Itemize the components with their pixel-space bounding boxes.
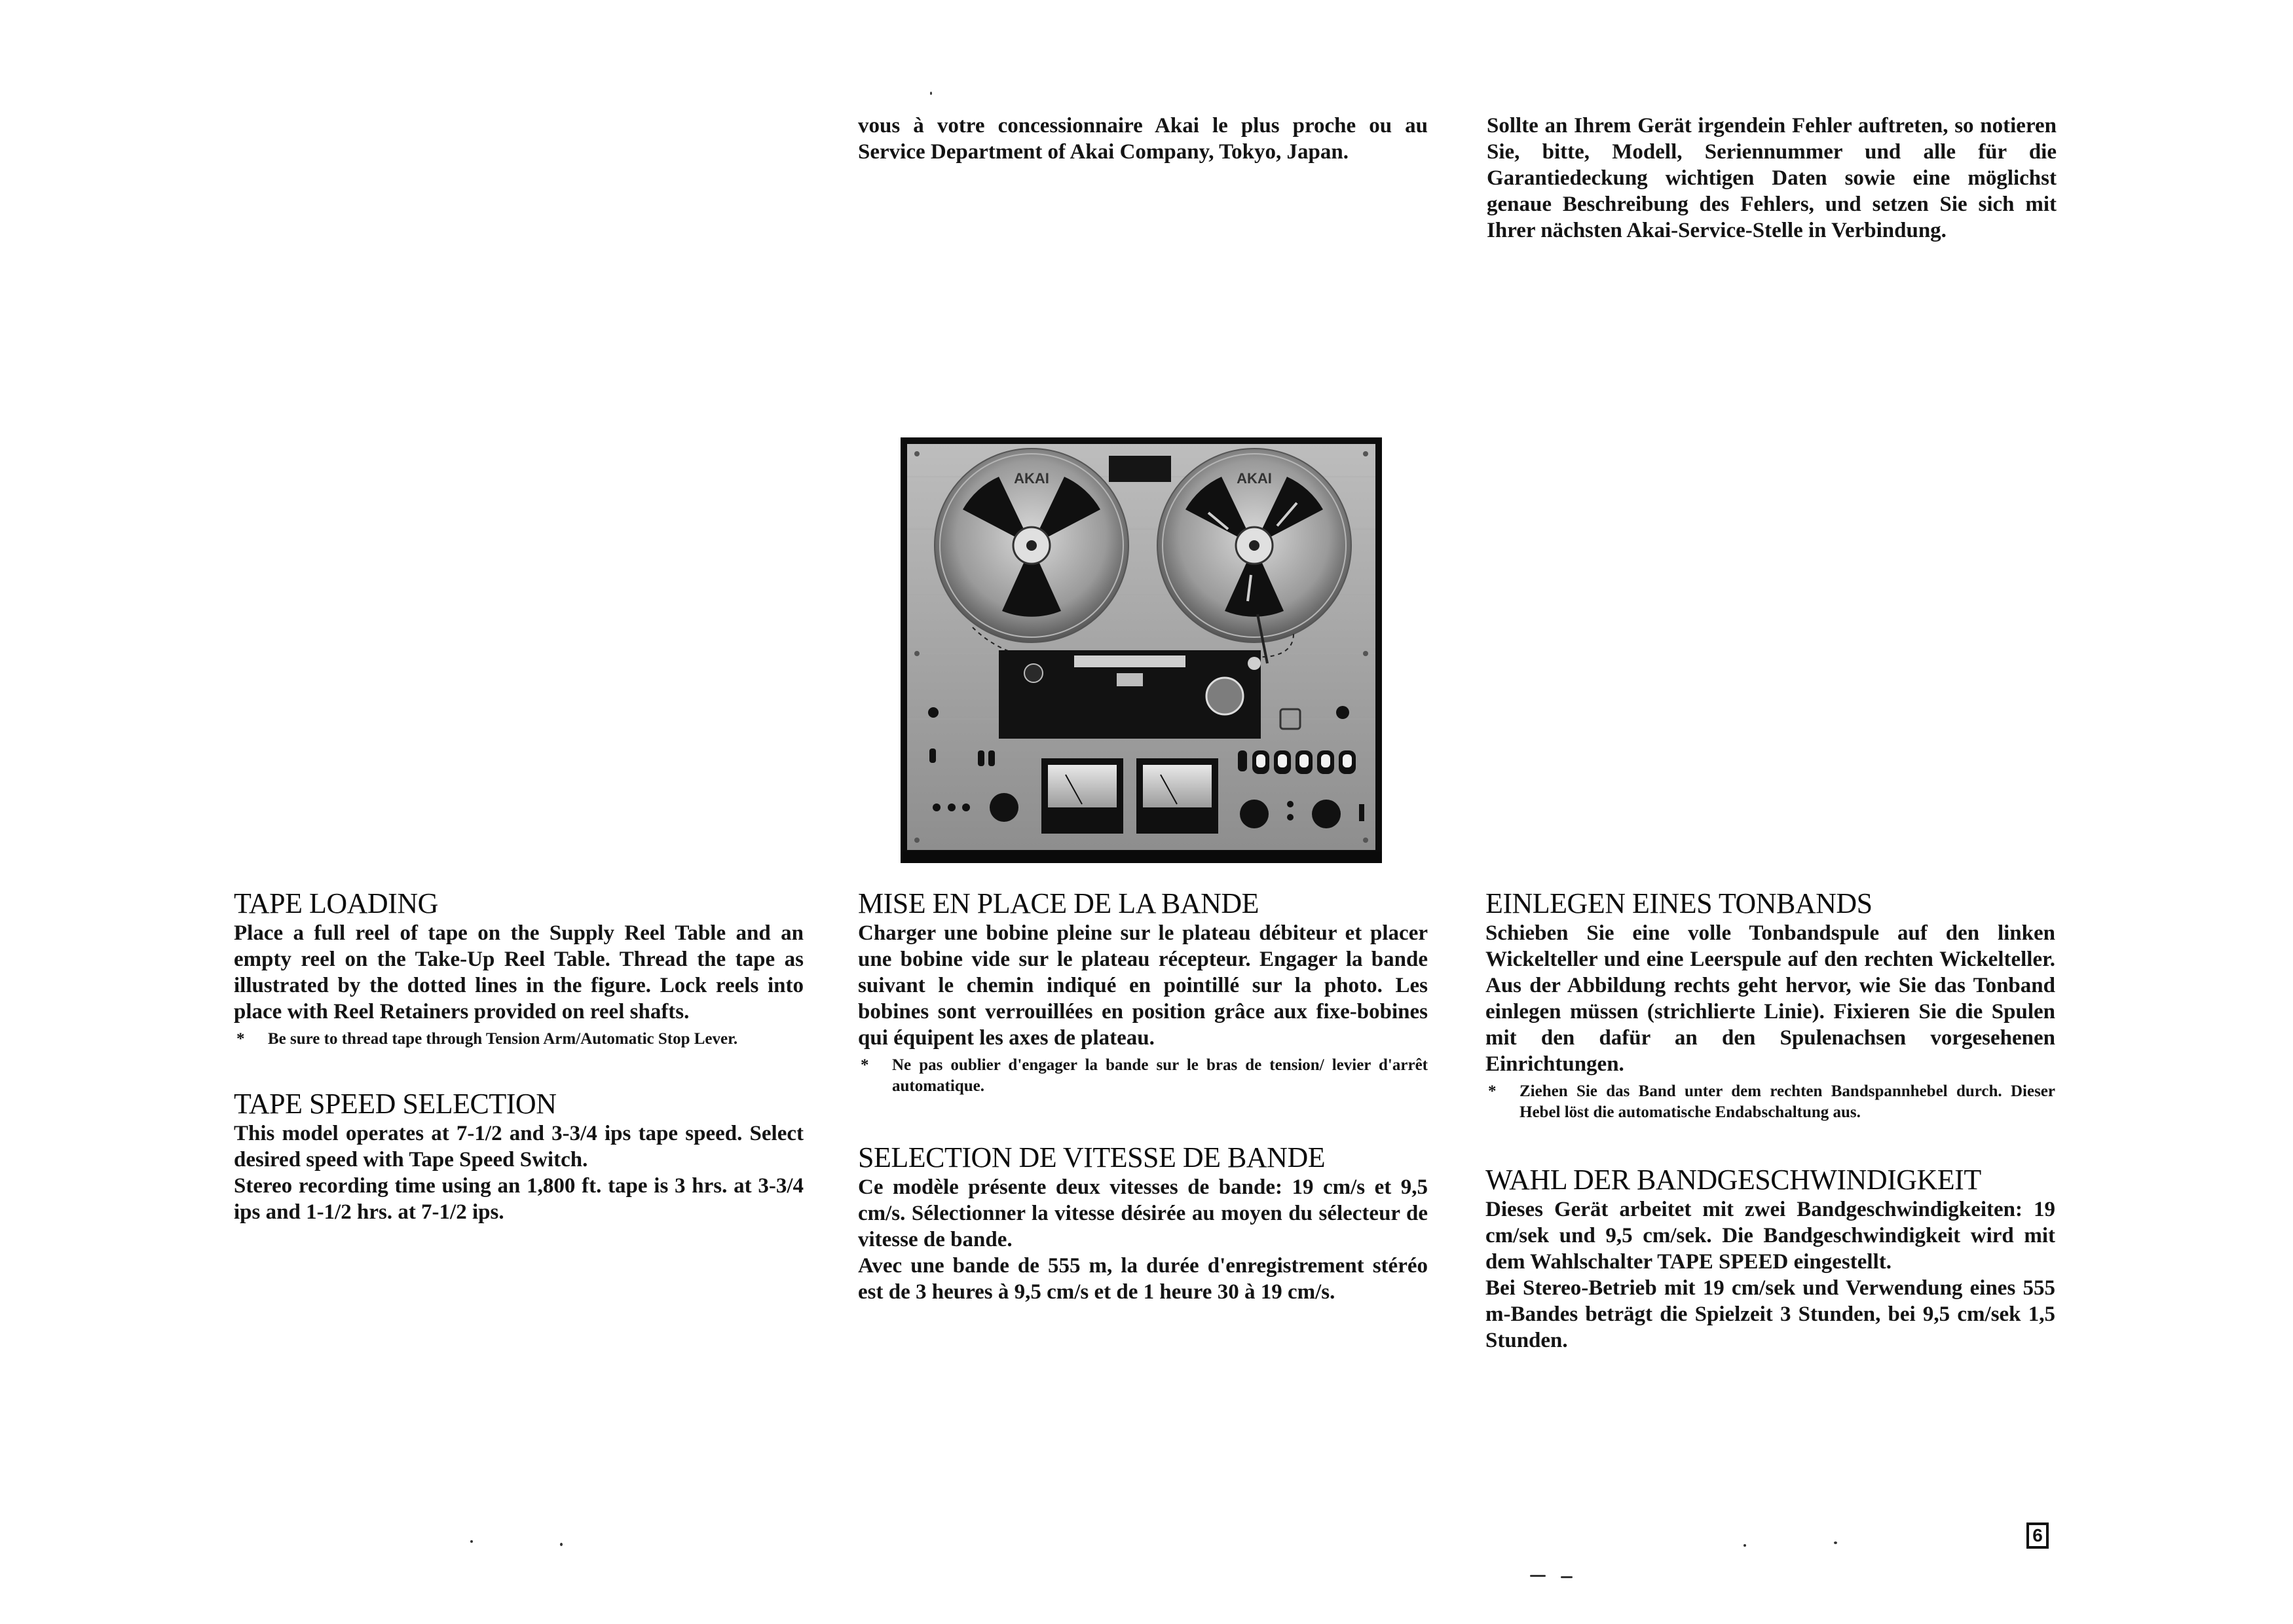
scan-speck	[560, 1543, 563, 1546]
english-loading-note-text: Be sure to thread tape through Tension Arm/Automatic Stop Lever.	[268, 1030, 738, 1048]
left-reel-brand: AKAI	[1014, 470, 1049, 487]
english-loading-body: Place a full reel of tape on the Supply Reel Table and an empty reel on the Take-Up Reel Table. Thread the tape as illustrated by the dotted lines in the figure. Lock reels into place with Reel Retainers provided on reel shafts.	[234, 921, 804, 1024]
german-service-column	[1487, 113, 2057, 244]
french-speed-body-1: Ce modèle présente deux vitesses de bande: 19 cm/s et 9,5 cm/s. Sélectionner la vitesse désirée au moyen du sélecteur de vitesse de bande.	[858, 1175, 1428, 1251]
supply-reel	[935, 449, 1128, 642]
french-speed-heading: SELECTION DE VITESSE DE BANDE	[858, 1141, 1326, 1173]
german-loading-body: Schieben Sie eine volle Tonbandspule auf den linken Wickelteller und eine Leerspule auf den rechten Wickelteller. Aus der Abbildung rechts geht hervor, wie Sie das Tonband einlegen müssen (strichlierte Linie). Fixieren Sie die Spulen mit den dafür an den Spulenachsen vorgesehenen Einrichtungen.	[1485, 921, 2055, 1076]
counter-window	[1109, 456, 1171, 482]
scan-speck	[1530, 1575, 1546, 1577]
scan-speck	[470, 1540, 473, 1543]
left-knob	[990, 793, 1018, 822]
french-loading-note	[858, 1055, 1428, 1097]
german-speed-body-1: Dieses Gerät arbeitet mit zwei Bandgeschwindigkeiten: 19 cm/sek und 9,5 cm/sek. Die Bandgeschwindigkeit wird mit dem Wahlschalter TAPE SPEED eingestellt.	[1485, 1198, 2055, 1274]
input-knob	[1240, 800, 1269, 828]
english-speed-body-2: Stereo recording time using an 1,800 ft. tape is 3 hrs. at 3-3/4 ips and 1-1/2 hrs. at 7-1/2 ips.	[234, 1174, 804, 1224]
vu-meter-left	[1048, 765, 1117, 807]
german-column	[1485, 887, 2055, 1354]
french-continuation-text: vous à votre concessionnaire Akai le plus proche ou au Service Department of Akai Company, Tokyo, Japan.	[858, 114, 1428, 164]
french-speed-body-2: Avec une bande de 555 m, la durée d'enregistrement stéréo est de 3 heures à 9,5 cm/s et de 1 heure 30 à 19 cm/s.	[858, 1254, 1428, 1304]
english-loading-note	[234, 1029, 804, 1050]
french-loading-note-text: Ne pas oublier d'engager la bande sur le bras de tension/ levier d'arrêt automatique.	[892, 1056, 1428, 1095]
right-reel-brand: AKAI	[1237, 470, 1272, 487]
german-loading-heading: EINLEGEN EINES TONBANDS	[1485, 887, 1873, 919]
french-continuation-column	[858, 113, 1428, 165]
scan-speck	[1834, 1541, 1837, 1544]
take-up-reel	[1157, 449, 1351, 642]
german-speed-heading: WAHL DER BANDGESCHWINDIGKEIT	[1485, 1164, 1981, 1196]
german-speed-body-2: Bei Stereo-Betrieb mit 19 cm/sek und Verwendung eines 555 m-Bandes beträgt die Spielzeit 3 Stunden, bei 9,5 cm/sek 1,5 Stunden.	[1485, 1276, 2055, 1352]
note-bullet: *	[1488, 1082, 1497, 1100]
page-number: 6	[2026, 1522, 2049, 1549]
german-service-text: Sollte an Ihrem Gerät irgendein Fehler auftreten, so notieren Sie, bitte, Modell, Seriennummer und alle für die Garantiedeckung wichtigen Daten sowie eine möglichst genaue Beschreibung des Fehlers, und setzen Sie sich mit Ihrer nächsten Akai-Service-Stelle in Verbindung.	[1487, 114, 2057, 242]
english-loading-heading: TAPE LOADING	[234, 887, 438, 919]
pinch-roller	[1206, 678, 1243, 714]
note-bullet: *	[236, 1030, 245, 1048]
french-column	[858, 887, 1428, 1305]
tape-deck-illustration	[901, 437, 1382, 863]
german-loading-note-text: Ziehen Sie das Band unter dem rechten Bandspannhebel durch. Dieser Hebel löst die automatische Endabschaltung aus.	[1519, 1082, 2055, 1121]
english-speed-body-1: This model operates at 7-1/2 and 3-3/4 ips tape speed. Select desired speed with Tape Speed Switch.	[234, 1122, 804, 1172]
english-speed-heading: TAPE SPEED SELECTION	[234, 1088, 557, 1120]
french-loading-heading: MISE EN PLACE DE LA BANDE	[858, 887, 1259, 919]
output-knob	[1312, 800, 1341, 828]
french-loading-body: Charger une bobine pleine sur le plateau débiteur et placer une bobine vide sur le plateau récepteur. Engager la bande suivant le chemin indiqué en pointillé sur la photo. Les bobines sont verrouillées en position grâce aux fixe-bobines qui équipent les axes de plateau.	[858, 921, 1428, 1050]
vu-meter-right	[1143, 765, 1212, 807]
english-column	[234, 887, 804, 1225]
scan-speck	[1743, 1544, 1746, 1547]
note-bullet: *	[861, 1056, 869, 1074]
scan-speck	[930, 92, 932, 95]
german-loading-note	[1485, 1081, 2055, 1123]
tape-deck-photo	[901, 437, 1382, 863]
scan-speck	[1561, 1576, 1573, 1578]
